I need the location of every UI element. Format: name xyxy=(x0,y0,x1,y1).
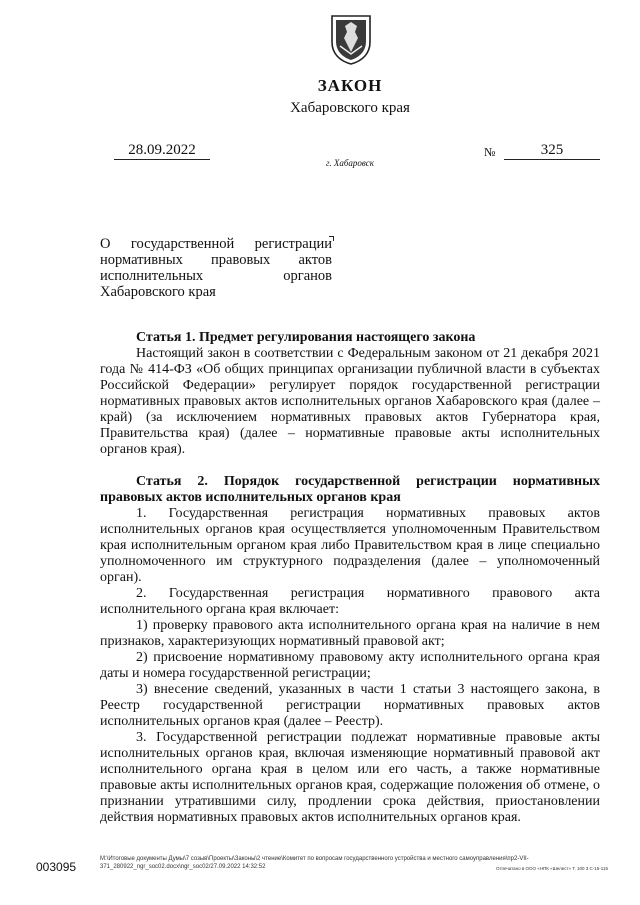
law-name-word: О xyxy=(100,236,111,252)
law-name-word: исполнительных xyxy=(100,268,204,284)
document-type-title: ЗАКОН xyxy=(317,76,383,95)
article-2-part-3: 3. Государственной регистрации подлежат нормативные правовые акты исполнительных органов края, включая изменяющие нормативный правовой акт исполнительного органа края в целом или его часть, а также нормативные правовые акты исполнительных органов края, содержащие положения об отмене, о признании утратившими силу, продлении срока действия, приостановлении действия нормативных правовых актов исполнительных органов края. xyxy=(100,730,600,825)
article-2-part-2-item-1: 1) проверку правового акта исполнительного органа края на наличие в нем признаков, характеризующих нормативный правовой акт; xyxy=(100,618,600,649)
law-name-word: государственной xyxy=(130,236,235,252)
law-name-word: нормативных xyxy=(100,252,183,268)
article-2-part-2: 2. Государственная регистрация нормативного правового акта исполнительного органа края включает: xyxy=(100,586,600,617)
article-2-part-2-item-2: 2) присвоение нормативному правовому акту исполнительного органа края даты и номера государственной регистрации; xyxy=(100,650,600,681)
law-name-line xyxy=(100,236,332,252)
law-name-block xyxy=(100,236,332,300)
coat-of-arms-emblem xyxy=(328,12,374,66)
law-name-word: Хабаровского края xyxy=(100,284,216,300)
article-2-part-1: 1. Государственная регистрация нормативных правовых актов исполнительных органов края осуществляется уполномоченным Правительством края исполнительным органом края либо Правительством края в лице специально уполномоченного им структурного подразделения (далее – уполномоченный орган). xyxy=(100,506,600,585)
law-number: 325 xyxy=(504,142,600,160)
law-name-word: актов xyxy=(298,252,332,268)
law-name-line xyxy=(100,252,332,268)
law-name-line xyxy=(100,284,332,300)
footer-print-note: Отпечатано в ООО «НПК «Шелест» Т. 100 3 С-15-115 xyxy=(496,866,608,871)
article-1-text: Настоящий закон в соответствии с Федеральным законом от 21 декабря 2021 года № 414-ФЗ «Об общих принципах организации публичной власти в субъектах Российской Федерации» регулирует порядок государственной регистрации нормативных правовых актов исполнительных органов Хабаровского края (далее – край) (за исключением нормативных правовых актов Губернатора края, Правительства края) (далее – нормативные правовые акты исполнительных органов края). xyxy=(100,346,600,457)
law-name-word: регистрации xyxy=(254,236,332,252)
footer-document-code: 003095 xyxy=(36,860,77,874)
law-name-corner-mark xyxy=(329,236,334,241)
footer-file-path: M:\Итоговые документы Думы\7 созыв\Проекты\Законы\2 чтение\Комитет по вопросам государственного устройства и местного самоуправления\пр2-VII-371_280922_ngr_soc02.docx\ngr_soc02/27.09.2022 14:32:52 xyxy=(100,856,529,870)
city-label: г. Хабаровск xyxy=(326,158,374,168)
section-spacer xyxy=(100,458,600,474)
region-subtitle: Хабаровского края xyxy=(290,100,410,116)
number-sign: № xyxy=(484,145,496,159)
article-1-heading: Статья 1. Предмет регулирования настоящего закона xyxy=(136,330,476,345)
article-2-part-2-item-3: 3) внесение сведений, указанных в части 1 статьи 3 настоящего закона, в Реестр государственной регистрации нормативных правовых актов исполнительных органов края (далее – Реестр). xyxy=(100,682,600,729)
law-name-word: органов xyxy=(283,268,332,284)
law-name-word: правовых xyxy=(211,252,271,268)
article-2-heading: Статья 2. Порядок государственной регистрации нормативных правовых актов исполнительных органов края xyxy=(100,474,600,505)
law-name-line xyxy=(100,268,332,284)
law-body xyxy=(100,330,600,826)
law-date: 28.09.2022 xyxy=(114,142,210,160)
